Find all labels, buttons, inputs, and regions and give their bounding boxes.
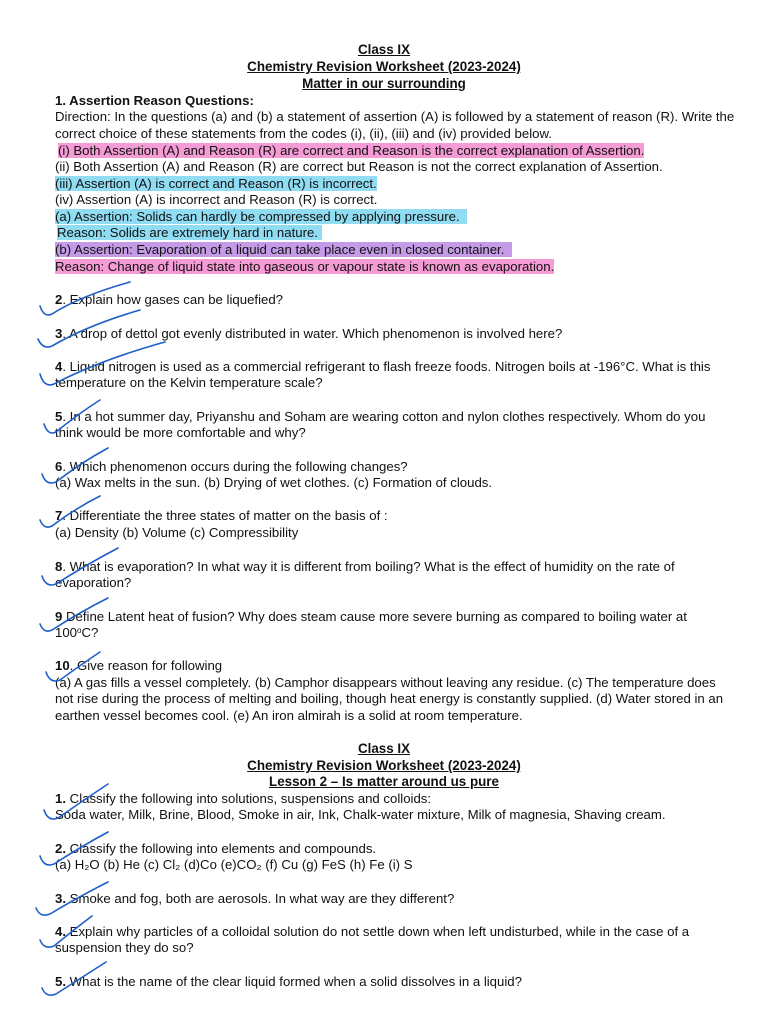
question-10-line-3: not rise during the process of melting and boiling, though heat energy is constantly supplied. (d) Water stored in an — [55, 691, 724, 706]
question-6: 6. Which phenomenon occurs during the following changes? — [55, 459, 408, 474]
question-6-options: (a) Wax melts in the sun. (b) Drying of wet clothes. (c) Formation of clouds. — [55, 475, 493, 490]
assertion-a-text: (a) Assertion: Solids can hardly be compressed by applying pressure. — [55, 209, 460, 224]
question-5-cont: think would be more comfortable and why? — [55, 425, 306, 440]
worksheet-title: Chemistry Revision Worksheet (2023-2024) — [247, 59, 521, 74]
l2-question-2: 2. Classify the following into elements and compounds. — [55, 841, 377, 856]
class-heading: Class IX — [357, 42, 411, 57]
question-8: 8. What is evaporation? In what way it is different from boiling? What is the effect of humidity on the rate of — [55, 559, 675, 574]
chapter-title: Matter in our surrounding — [302, 76, 466, 91]
l2-question-1-items: Soda water, Milk, Brine, Blood, Smoke in air, Ink, Chalk-water mixture, Milk of magnesia, Shaving cream. — [55, 807, 666, 822]
question-3: 3. A drop of dettol got evenly distributed in water. Which phenomenon is involved here? — [55, 326, 563, 341]
question-8-cont: evaporation? — [55, 575, 132, 590]
reason-b-text: Reason: Change of liquid state into gaseous or vapour state is known as evaporation. — [55, 259, 555, 274]
class-heading-2: Class IX — [357, 741, 411, 756]
lesson-title: Lesson 2 – Is matter around us pure — [269, 774, 499, 789]
question-4: 4. Liquid nitrogen is used as a commercial refrigerant to flash freeze foods. Nitrogen boils at -196°C. What is this — [55, 359, 711, 374]
question-10-line-4: earthen vessel becomes cool. (e) An iron almirah is a solid at room temperature. — [55, 708, 523, 723]
option-iv: (iv) Assertion (A) is incorrect and Reason (R) is correct. — [55, 192, 378, 207]
direction-line-1: Direction: In the questions (a) and (b) a statement of assertion (A) is followed by a statement of reason (R). Write the — [55, 109, 735, 124]
l2-question-2-items: (a) H₂O (b) He (c) Cl₂ (d)Co (e)CO₂ (f) Cu (g) FeS (h) Fe (i) S — [55, 857, 413, 872]
option-i — [58, 143, 644, 159]
l2-question-5: 5. What is the name of the clear liquid formed when a solid dissolves in a liquid? — [55, 974, 522, 989]
question-10-line-2: (a) A gas fills a vessel completely. (b) Camphor disappears without leaving any residue. (c) The temperature does — [55, 675, 716, 690]
assertion-b-text: (b) Assertion: Evaporation of a liquid can take place even in closed container. — [55, 242, 505, 257]
reason-b — [55, 259, 554, 275]
l2-question-1: 1. Classify the following into solutions, suspensions and colloids: — [55, 791, 432, 806]
reason-a — [57, 225, 322, 241]
question-5: 5. In a hot summer day, Priyanshu and Soham are wearing cotton and nylon clothes respectively. Whom do you — [55, 409, 706, 424]
l2-question-3: 3. Smoke and fog, both are aerosols. In what way are they different? — [55, 891, 455, 906]
assertion-b — [55, 242, 512, 258]
question-10: 10. Give reason for following — [55, 658, 223, 673]
question-7-options: (a) Density (b) Volume (c) Compressibility — [55, 525, 299, 540]
question-4-cont: temperature on the Kelvin temperature scale? — [55, 375, 323, 390]
question-2: 2. Explain how gases can be liquefied? — [55, 292, 284, 307]
assertion-a — [55, 209, 467, 225]
assertion-heading: 1. Assertion Reason Questions: — [55, 93, 254, 108]
l2-question-4-cont: suspension they do so? — [55, 940, 194, 955]
option-ii: (ii) Both Assertion (A) and Reason (R) are correct but Reason is not the correct explanation of Assertion. — [55, 159, 663, 174]
reason-a-text: Reason: Solids are extremely hard in nature. — [57, 225, 318, 240]
direction-line-2: correct choice of these statements from the codes (i), (ii), (iii) and (iv) provided below. — [55, 126, 552, 141]
option-iii-text: (iii) Assertion (A) is correct and Reason (R) is incorrect. — [55, 176, 377, 191]
l2-question-4: 4. Explain why particles of a colloidal solution do not settle down when left undisturbed, while in the case of a — [55, 924, 690, 939]
question-7: 7. Differentiate the three states of matter on the basis of : — [55, 508, 388, 523]
worksheet-title-2: Chemistry Revision Worksheet (2023-2024) — [247, 758, 521, 773]
option-i-text: (i) Both Assertion (A) and Reason (R) are correct and Reason is the correct explanation of Assertion. — [58, 143, 645, 158]
option-iii — [55, 176, 377, 192]
question-9-cont: 100$^o$C? — [55, 625, 99, 640]
question-9: 9 Define Latent heat of fusion? Why does steam cause more severe burning as compared to boiling water at — [55, 609, 687, 624]
